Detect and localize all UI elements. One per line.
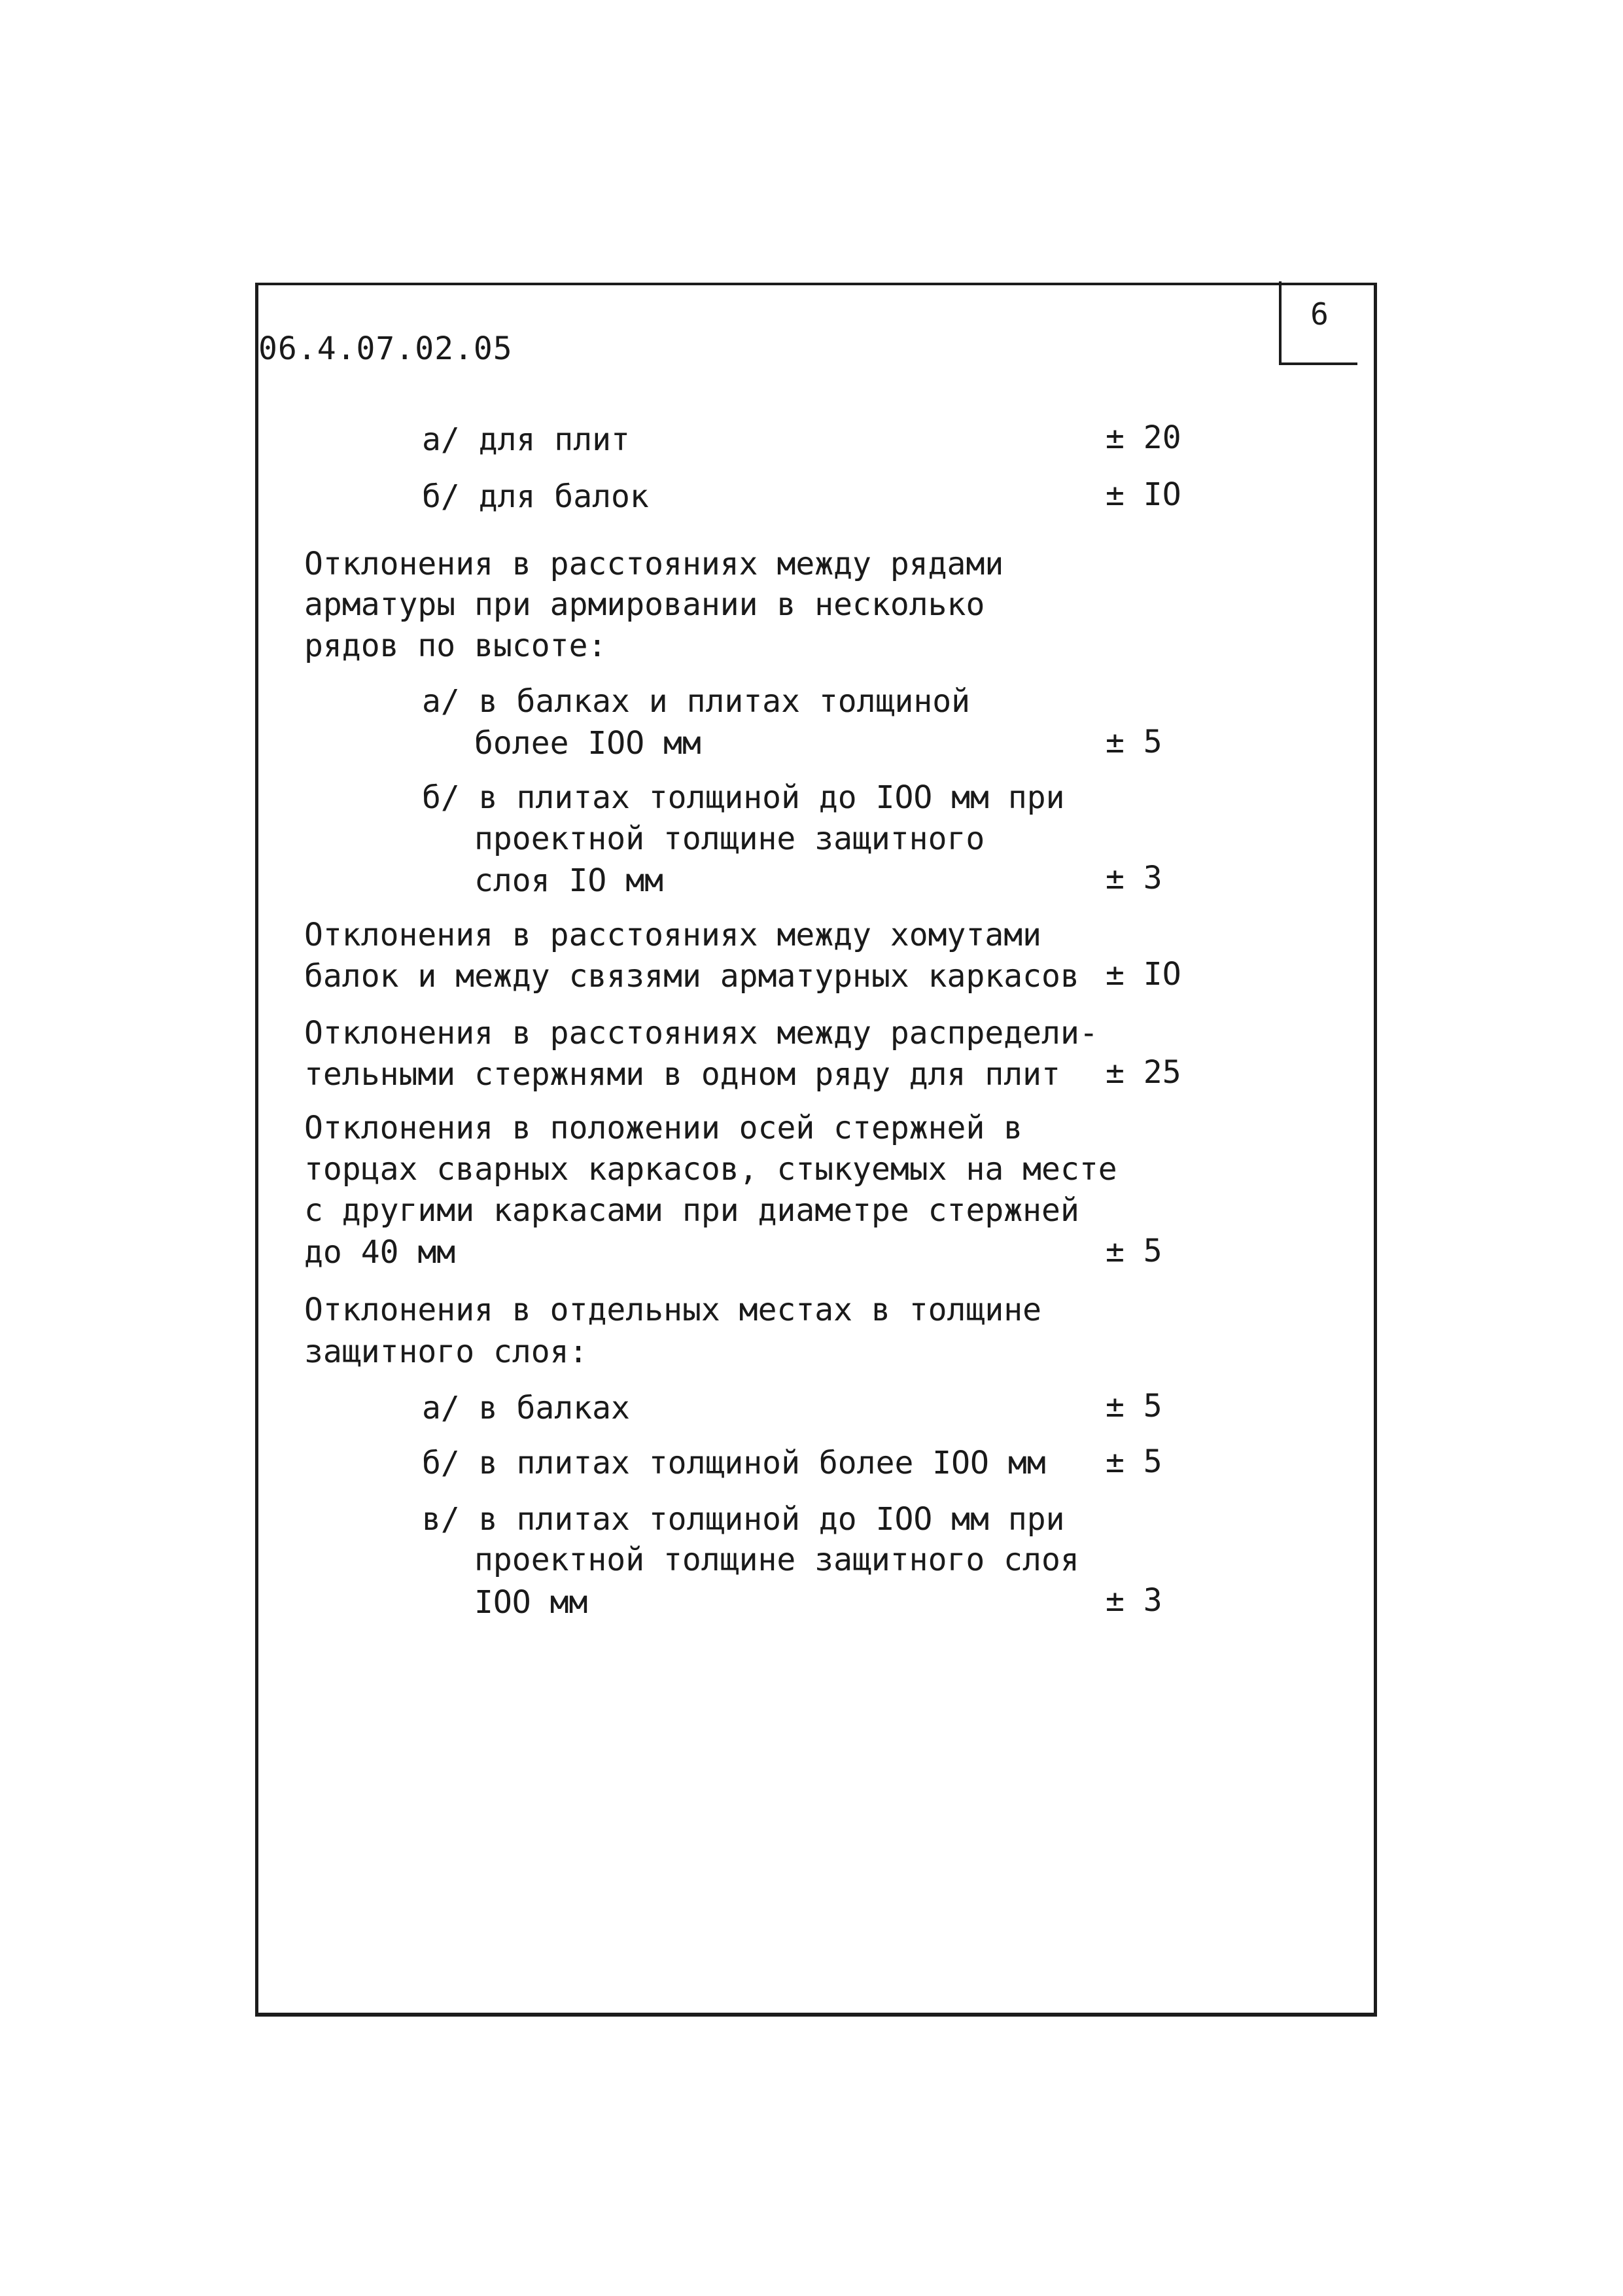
text-line: торцах сварных каркасов, стыкуемых на месте bbox=[304, 1151, 1117, 1188]
tolerance-value: ± 5 bbox=[1106, 1233, 1162, 1269]
tolerance-value: ± 5 bbox=[1106, 1388, 1162, 1424]
text-line: слоя IO мм bbox=[474, 862, 663, 899]
text-line: с другими каркасами при диаметре стержней bbox=[304, 1192, 1079, 1229]
tolerance-value: ± 25 bbox=[1106, 1054, 1181, 1091]
document-code: 06.4.07.02.05 bbox=[258, 330, 513, 367]
text-line: Отклонения в отдельных местах в толщине bbox=[304, 1292, 1042, 1328]
page-frame bbox=[255, 283, 1377, 2017]
text-line: рядов по высоте: bbox=[304, 627, 607, 664]
text-line: Отклонения в расстояниях между хомутами bbox=[304, 917, 1042, 953]
text-line: в/ в плитах толщиной до IOO мм при bbox=[422, 1501, 1065, 1538]
text-line: более IOO мм bbox=[474, 725, 701, 762]
page-number: 6 bbox=[1279, 281, 1357, 365]
text-line: Отклонения в расстояниях между рядами bbox=[304, 546, 1004, 582]
tolerance-value: ± 5 bbox=[1106, 1443, 1162, 1480]
text-line: Отклонения в расстояниях между распредели- bbox=[304, 1015, 1098, 1051]
text-line: проектной толщине защитного bbox=[474, 821, 985, 857]
text-line: проектной толщине защитного слоя bbox=[474, 1542, 1079, 1578]
text-line: до 40 мм bbox=[304, 1234, 456, 1271]
text-line: б/ в плитах толщиной до IOO мм при bbox=[422, 779, 1065, 816]
tolerance-value: ± 3 bbox=[1106, 1582, 1162, 1619]
text-line: тельными стержнями в одном ряду для плит bbox=[304, 1056, 1060, 1093]
tolerance-value: ± 3 bbox=[1106, 860, 1162, 896]
text-line: а/ в балках bbox=[422, 1390, 630, 1426]
tolerance-value: ± IO bbox=[1106, 476, 1181, 513]
tolerance-value: ± IO bbox=[1106, 956, 1181, 993]
text-line: балок и между связями арматурных каркасов bbox=[304, 958, 1079, 995]
tolerance-value: ± 5 bbox=[1106, 724, 1162, 760]
text-line: арматуры при армировании в несколько bbox=[304, 586, 985, 623]
text-line: б/ в плитах толщиной более IOO мм bbox=[422, 1445, 1046, 1481]
text-line: IOO мм bbox=[474, 1584, 588, 1621]
text-line: б/ для балок bbox=[422, 478, 649, 515]
text-line: а/ в балках и плитах толщиной bbox=[422, 683, 971, 720]
text-line: Отклонения в положении осей стержней в bbox=[304, 1110, 1023, 1146]
tolerance-value: ± 20 bbox=[1106, 419, 1181, 456]
text-line: защитного слоя: bbox=[304, 1333, 588, 1370]
text-line: а/ для плит bbox=[422, 421, 630, 458]
